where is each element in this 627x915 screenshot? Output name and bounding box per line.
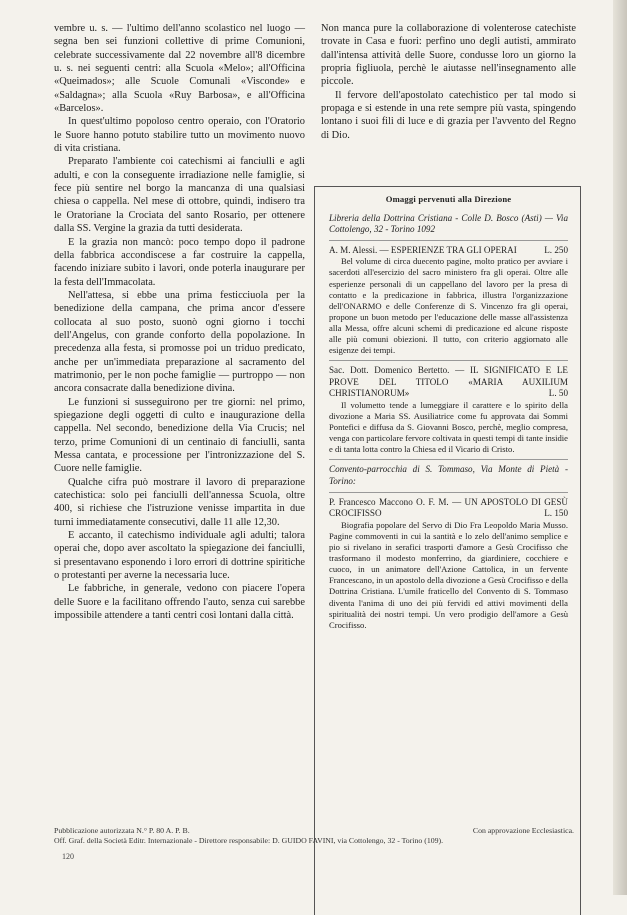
page-number: 120 <box>62 852 74 861</box>
book-entry-heading <box>329 365 568 400</box>
right-column <box>321 22 576 142</box>
paragraph: Il fervore dell'apostolato catechistico per tal modo si propaga e si estende in una rete sempre più vasta, spingendo lontano i suoi fili di luce e di grazia per l'avvento del Regno di Dio. <box>321 89 576 141</box>
paragraph: Preparato l'ambiente coi catechismi ai fanciulli e agli adulti, e con la conseguente irradiazione nelle famiglie, si fece più sentire nel borgo la mancanza di una qualsiasi chiesa o cappella. Nel mese di ottobre, quindi, indisero tra le Oratoriane la Crociata del santo Rosario, per ottenere dalla SS. Vergine la grazia da tutti desiderata. <box>54 156 305 235</box>
footer-authorization: Pubblicazione autorizzata N.° P. 80 A. P. B. <box>54 826 190 835</box>
paragraph: In quest'ultimo popoloso centro operaio, con l'Oratorio le Suore hanno potuto stabilire tutto un movimento nuovo di vita cristiana. <box>54 116 305 155</box>
book-title: A. M. Alessi. — ESPERIENZE TRA GLI OPERAI <box>329 244 517 255</box>
left-column <box>54 22 305 622</box>
divider <box>329 459 568 460</box>
footer-printer: Off. Graf. della Società Editr. Internazionale - Direttore responsabile: D. GUIDO FAVINI, via Cottolengo, 32 - Torino (109). <box>54 836 444 845</box>
divider <box>329 360 568 361</box>
book-description: Biografia popolare del Servo di Dio Fra Leopoldo Maria Musso. Pagine commoventi in cui la santità e lo zelo dell'animo semplice e pio si rivelano in serafici trasporti d'amore a Gesù Crocifisso che trasformano il modesto monferrino, da giardiniere, cocchiere e cuoco, in un animatore dell'Azione Cattolica, in un fervente Francescano, in un apostolo della divozione a Gesù Crocifisso e della Dottrina Cristiana. L'umile fraticello del Convento di S. Tommaso diventa l'anima di uno dei più fervidi ed attivi movimenti della spiritualità dei nostri tempi. Un vero prodigio dell'amore a Gesù Crocifisso. <box>329 519 568 630</box>
publisher-line: Libreria della Dottrina Cristiana - Colle D. Bosco (Asti) — Via Cottolengo, 32 - Torino 1092 <box>329 212 568 235</box>
box-title: Omaggi pervenuti alla Direzione <box>385 194 512 204</box>
footer-approval: Con approvazione Ecclesiastica. <box>472 826 574 835</box>
paragraph: E la grazia non mancò: poco tempo dopo il padrone della fabbrica accondiscese a far costruire la cappella, facendo iniziare subito i lavori, onde poterla inaugurare per la festa dell'Immacolata. <box>54 236 305 288</box>
book-entry-heading <box>329 245 568 257</box>
book-title: P. Francesco Maccono O. F. M. — UN APOSTOLO DI GESÙ CROCIFISSO <box>329 496 568 519</box>
paragraph: E accanto, il catechismo individuale agli adulti; talora operai che, dopo aver ascoltato la spiegazione dei fanciulli, si presentavano esponendo i loro errori di dottrine spiritiche o protestanti per averne la necessaria luce. <box>54 530 305 582</box>
book-entry-heading <box>329 497 568 520</box>
book-description: Bel volume di circa duecento pagine, molto pratico per avviare i sacerdoti all'esercizio del sacro ministero fra gli operai. Oltre alle esperienze personali di un cappellano del lavoro per la presa di contatto e la predicazione in fabbrica, illustra l'organizzazione dell'ONARMO e delle Conferenze di S. Vincenzo fra gli operai, propone un buon metodo per l'educazione delle masse all'assistenza alla Messa, offre alcuni schemi di predicazione ed alcune risposte alle più comuni obiezioni. Il tutto, con criterio aggiornato alle esigenze dei tempi. <box>329 256 568 356</box>
paragraph: vembre u. s. — l'ultimo dell'anno scolastico nel luogo — segna ben sei funzioni collettive di prime Comunioni, celebrate successivamente dal 22 novembre all'8 dicembre u. s. nei seguenti centri: alla Scuola «Melo»; all'Officina «Queimados»; alle Scuole Comunali «Visconde» e «Saldagna»; alla Scuola «Ruy Barbosa», e all'Officina «Barcelos». <box>54 23 305 115</box>
book-title: Sac. Dott. Domenico Bertetto. — IL SIGNIFICATO E LE PROVE DEL TITOLO «MARIA AUXILIUM CHRISTIANORUM» <box>329 365 568 399</box>
paragraph: Nell'attesa, si ebbe una prima festicciuola per la benedizione della campana, che prima ancor d'essere collocata al suo posto, suonò ogni giorno i tocchi dell'Angelus, con grande conforto della popolazione. In precedenza alla festa, si promosse poi un triduo predicato, anche per un'immediata preparazione al sacramento del matrimonio, per le non poche famiglie — purtroppo — non ancora consacrate dalla benedizione divina. <box>54 289 305 395</box>
divider <box>329 240 568 241</box>
paragraph: Qualche cifra può mostrare il lavoro di preparazione catechistica: solo pei fanciulli dell'annessa Scuola, oltre 400, si richiese che l'istruzione venisse impartita in due turni immediatamente consecutivi, dalle 11 alle 12,30. <box>54 476 305 528</box>
paragraph: Non manca pure la collaborazione di volenterose catechiste trovate in Casa e fuori: perfino uno degli autisti, ammirato dall'intensa attività delle Suore, condusse loro un giorno la propria figliuola, perchè le aiutasse nell'insegnamento alle piccole. <box>321 23 576 88</box>
paragraph: Le fabbriche, in generale, vedono con piacere l'opera delle Suore e la facilitano offrendo l'auto, senza cui sarebbe impossibile attendere a tanti centri così lontani dalla città. <box>54 583 305 622</box>
book-price: L. 250 <box>544 244 568 255</box>
book-price: L. 150 <box>544 508 568 519</box>
footer <box>54 826 574 846</box>
page-edge-shadow <box>613 0 627 895</box>
divider <box>329 492 568 493</box>
books-received-content <box>329 194 568 631</box>
paragraph: Le funzioni si susseguirono per tre giorni: nel primo, spiegazione degli oggetti di culto e inaugurazione della cappella. Nel secondo, benedizione della Via Crucis; nel terzo, prime Comunioni di un centinaio di fanciulli, santa Messa cantata, e processione per l'intronizzazione del S. Cuore nelle famiglie. <box>54 396 305 475</box>
publisher-line: Convento-parrocchia di S. Tommaso, Via Monte di Pietà - Torino: <box>329 464 568 487</box>
book-price: L. 50 <box>548 388 568 399</box>
book-description: Il volumetto tende a lumeggiare il carattere e lo spirito della divozione a Maria SS. Ausiliatrice come fu approvata dai Sommi Pontefici e diffusa da S. Giovanni Bosco, perchè, meglio compresa, venga con particolare fervore coltivata in questi tempi di tante insidie e di tanta lotta contro la Chiesa ed il Vicario di Cristo. <box>329 400 568 455</box>
